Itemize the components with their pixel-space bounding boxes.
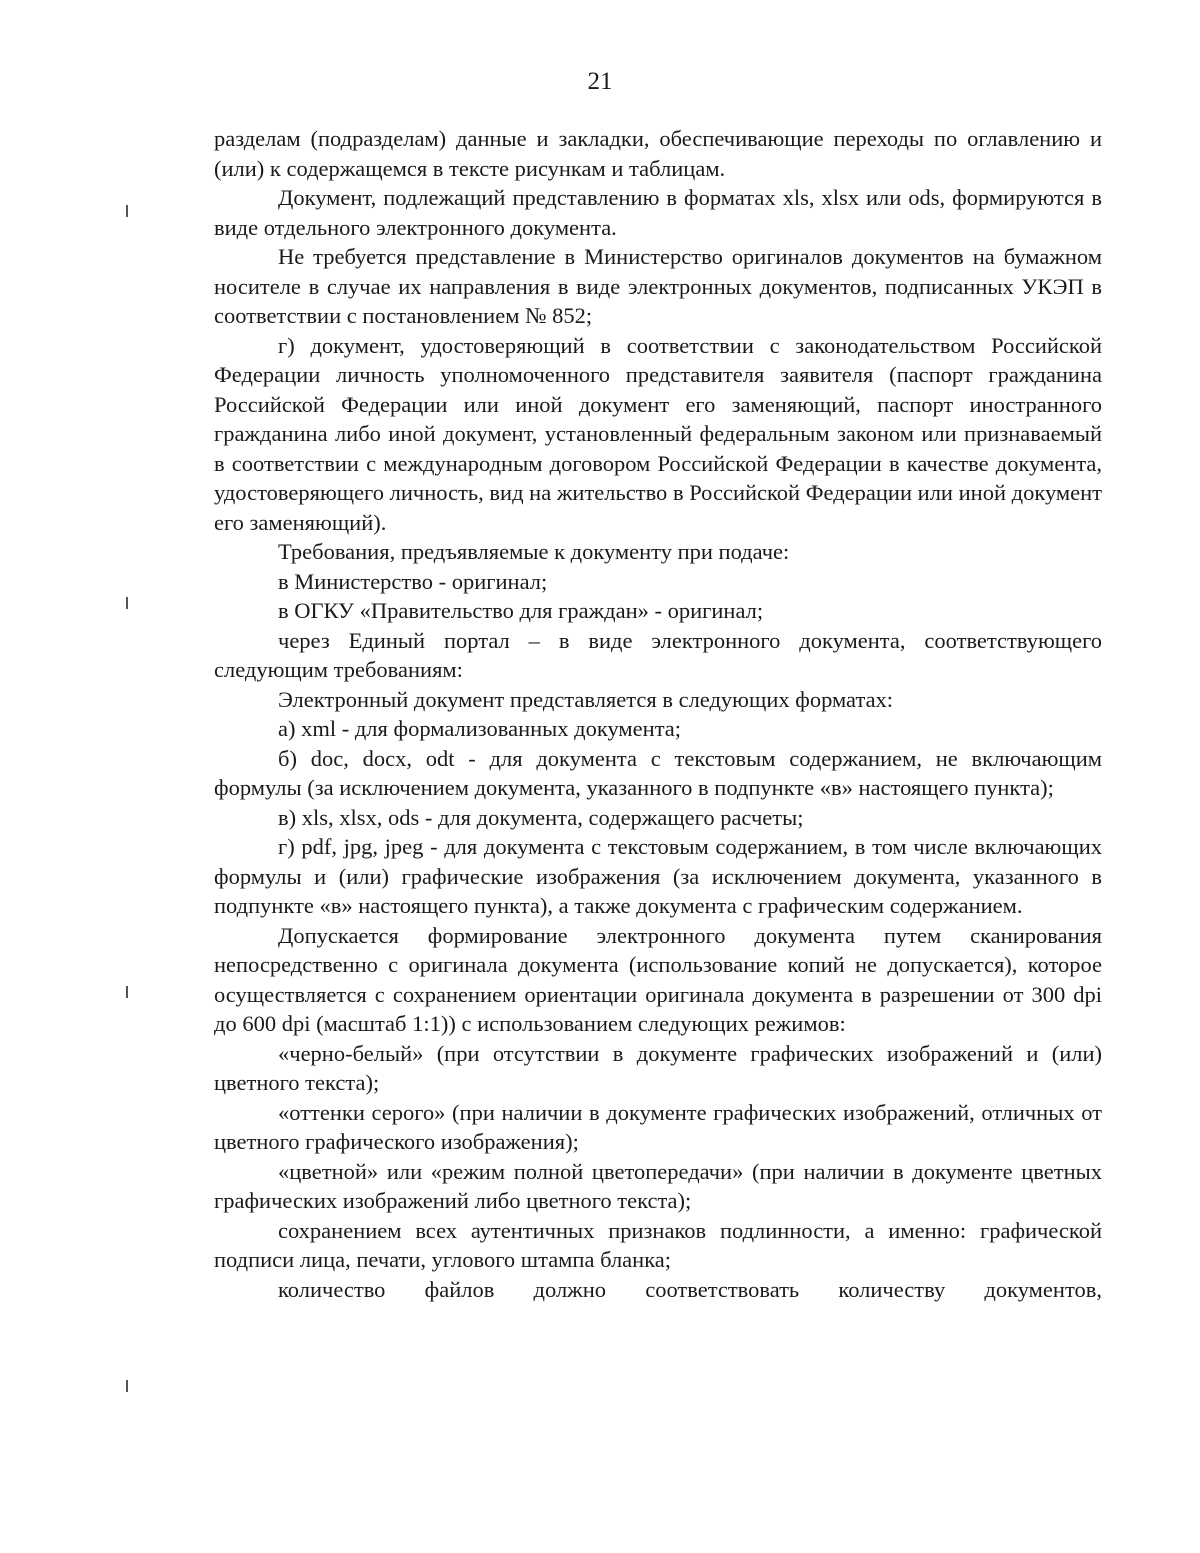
paragraph-mode-color: «цветной» или «режим полной цветопередачи» (при наличии в документе цветных графических изображений либо цветного текста);	[214, 1158, 1102, 1213]
paragraph-mode-bw: «черно-белый» (при отсутствии в документе графических изображений и (или) цветного текста);	[214, 1040, 1102, 1095]
paragraph-sections-bookmarks: разделам (подразделам) данные и закладки, обеспечивающие переходы по оглавлению и (или) к содержащемся в тексте рисункам и таблицам.	[214, 126, 1102, 181]
paragraph-format-xls: в) xls, xlsx, ods - для документа, содержащего расчеты;	[278, 804, 804, 830]
paragraph-identity-document: г) документ, удостоверяющий в соответствии с законодательством Российской Федерации личность уполномоченного представителя заявителя (паспорт гражданина Российской Федерации или иной документ его заменяющий, паспорт иностранного гражданина либо иной документ, установленный федеральным законом или признаваемый в соответствии с международным договором Российской Федерации в качестве документа, удостоверяющего личность, вид на жительство в Российской Федерации или иной документ его заменяющий).	[214, 332, 1102, 535]
paragraph-mode-grayscale: «оттенки серого» (при наличии в документе графических изображений, отличных от цветного графического изображения);	[214, 1099, 1102, 1154]
page-number: 21	[587, 68, 613, 95]
paragraph-unified-portal: через Единый портал – в виде электронного документа, соответствующего следующим требованиям:	[214, 627, 1102, 682]
paragraph-format-doc: б) doc, docx, odt - для документа с текстовым содержанием, не включающим формулы (за исключением документа, указанного в подпункте «в» настоящего пункта);	[214, 745, 1102, 800]
paragraph-requirements-heading: Требования, предъявляемые к документу при подаче:	[278, 539, 790, 564]
scan-margin-mark	[126, 205, 128, 217]
paragraph-ogku-original: в ОГКУ «Правительство для граждан» - оригинал;	[278, 598, 764, 623]
paragraph-originals-not-required: Не требуется представление в Министерство оригиналов документов на бумажном носителе в случае их направления в виде электронных документов, подписанных УКЭП в соответствии с постановлением № 852;	[214, 244, 1102, 328]
paragraph-ministry-original: в Министерство - оригинал;	[278, 568, 548, 594]
paragraph-electronic-formats: Электронный документ представляется в следующих форматах:	[278, 686, 894, 712]
paragraph-authenticity: сохранением всех аутентичных признаков подлинности, а именно: графической подписи лица, печати, углового штампа бланка;	[214, 1217, 1102, 1272]
document-body	[214, 124, 1102, 1304]
paragraph-scanning: Допускается формирование электронного документа путем сканирования непосредственно с оригинала документа (использование копий не допускается), которое осуществляется с сохранением ориентации оригинала документа в разрешении от 300 dpi до 600 dpi (масштаб 1:1)) с использованием следующих режимов:	[214, 922, 1102, 1036]
scan-margin-mark	[126, 1380, 128, 1392]
scan-margin-mark	[126, 597, 128, 609]
paragraph-file-count: количество файлов должно соответствовать количеству документов,	[278, 1276, 1102, 1302]
paragraph-format-pdf: г) pdf, jpg, jpeg - для документа с текстовым содержанием, в том числе включающих формулы и (или) графические изображения (за исключением документа, указанного в подпункте «в» настоящего пункта), а также документа с графическим содержанием.	[214, 834, 1102, 918]
scan-margin-mark	[126, 986, 128, 998]
paragraph-format-xml: а) xml - для формализованных документа;	[278, 716, 682, 741]
paragraph-xls-formats: Документ, подлежащий представлению в форматах xls, xlsx или ods, формируются в виде отдельного электронного документа.	[214, 185, 1102, 240]
